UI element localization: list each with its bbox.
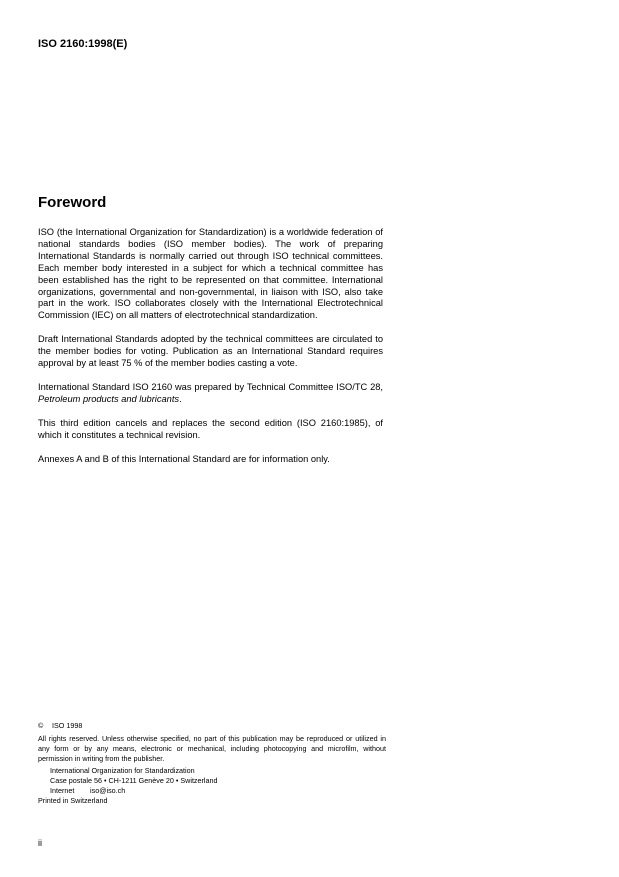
document-identifier: ISO 2160:1998(E) [38,38,128,50]
foreword-paragraph-2: Draft International Standards adopted by the technical committees are circulated to the member bodies for voting. Publication as an International Standard requires approval by at least 75 % of the member bodies casting a vote. [38,334,383,369]
copyright-icon: © [38,721,44,730]
publisher-org: International Organization for Standardization [50,766,195,775]
copyright-line [38,721,386,731]
publisher-internet [38,786,386,796]
foreword-heading: Foreword [38,194,107,211]
rights-statement: All rights reserved. Unless otherwise specified, no part of this publication may be reproduced or utilized in any form or by any means, electronic or mechanical, including photocopying and microfilm, without permission in writing from the publisher. [38,734,386,763]
copyright-year: ISO 1998 [52,721,83,730]
committee-title: Petroleum products and lubricants [38,393,180,404]
foreword-paragraph-5: Annexes A and B of this International Standard are for information only. [38,453,330,464]
foreword-paragraph-1: ISO (the International Organization for Standardization) is a worldwide federation of national standards bodies (ISO member bodies). The work of preparing International Standards is normally carried out through ISO technical committees. Each member body interested in a subject for which a technical committee has been established has the right to be represented on that committee. International organizations, governmental and non-governmental, in liaison with ISO, also take part in the work. ISO collaborates closely with the International Electrotechnical Commission (IEC) on all matters of electrotechnical standardization. [38,227,383,321]
internet-label: Internet [50,786,75,795]
copyright-block [38,721,386,806]
internet-email: iso@iso.ch [90,786,126,795]
foreword-body [38,227,383,478]
para3-text-start: International Standard ISO 2160 was prepared by Technical Committee ISO/TC 28, [38,381,383,392]
printed-in: Printed in Switzerland [38,796,108,805]
para3-text-end: . [179,393,182,404]
foreword-paragraph-4: This third edition cancels and replaces the second edition (ISO 2160:1985), of which it constitutes a technical revision. [38,417,383,440]
page-number: ii [38,838,42,848]
foreword-paragraph-3 [38,382,383,406]
publisher-address: Case postale 56 • CH-1211 Genève 20 • Switzerland [50,776,218,785]
